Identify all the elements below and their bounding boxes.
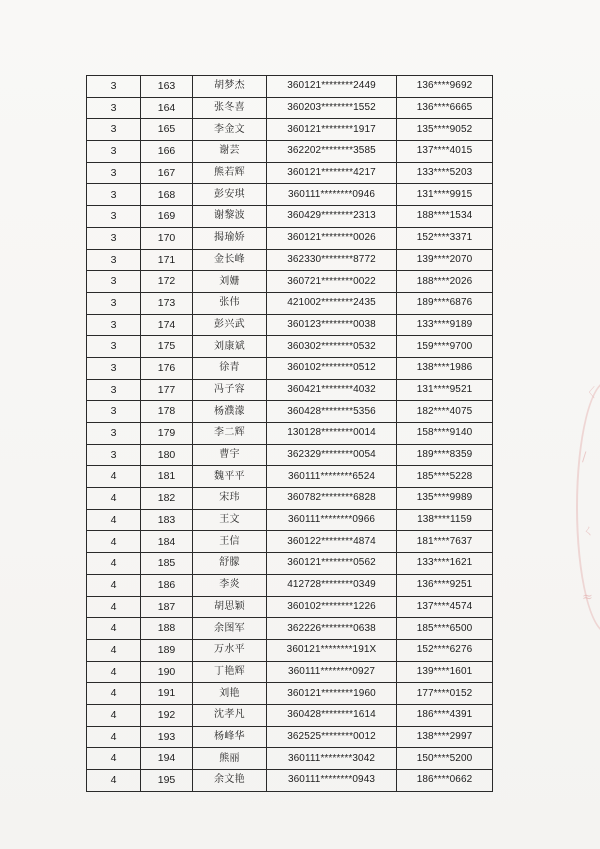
cell-name: 彭兴武 <box>193 314 267 336</box>
cell-id-number: 360123********0038 <box>267 314 397 336</box>
cell-name: 刘姗 <box>193 271 267 293</box>
cell-id-number: 130128********0014 <box>267 423 397 445</box>
cell-group: 3 <box>87 357 141 379</box>
table-row <box>87 76 493 98</box>
cell-id-number: 362330********8772 <box>267 249 397 271</box>
cell-group: 4 <box>87 726 141 748</box>
table-row <box>87 292 493 314</box>
cell-number: 195 <box>141 770 193 792</box>
cell-number: 187 <box>141 596 193 618</box>
cell-group: 3 <box>87 401 141 423</box>
cell-phone: 158****9140 <box>397 423 493 445</box>
cell-group: 4 <box>87 683 141 705</box>
cell-name: 熊若辉 <box>193 162 267 184</box>
cell-group: 3 <box>87 119 141 141</box>
table-row <box>87 704 493 726</box>
cell-name: 杨峰华 <box>193 726 267 748</box>
table-row <box>87 748 493 770</box>
table-row <box>87 162 493 184</box>
cell-name: 沈孝凡 <box>193 704 267 726</box>
cell-name: 李炎 <box>193 574 267 596</box>
cell-group: 3 <box>87 249 141 271</box>
cell-name: 王文 <box>193 509 267 531</box>
table-row <box>87 444 493 466</box>
cell-name: 宋玮 <box>193 488 267 510</box>
cell-phone: 133****5203 <box>397 162 493 184</box>
table-row <box>87 357 493 379</box>
cell-group: 4 <box>87 509 141 531</box>
table-row <box>87 227 493 249</box>
cell-id-number: 360203********1552 <box>267 97 397 119</box>
cell-id-number: 360102********0512 <box>267 357 397 379</box>
cell-group: 3 <box>87 314 141 336</box>
cell-id-number: 360428********1614 <box>267 704 397 726</box>
table-row <box>87 618 493 640</box>
cell-name: 万水平 <box>193 639 267 661</box>
cell-name: 张伟 <box>193 292 267 314</box>
official-seal-fragment <box>578 380 600 630</box>
cell-group: 3 <box>87 76 141 98</box>
cell-group: 4 <box>87 531 141 553</box>
cell-number: 164 <box>141 97 193 119</box>
table-row <box>87 271 493 293</box>
cell-number: 191 <box>141 683 193 705</box>
cell-number: 170 <box>141 227 193 249</box>
cell-name: 舒朦 <box>193 553 267 575</box>
cell-group: 3 <box>87 271 141 293</box>
cell-group: 3 <box>87 162 141 184</box>
cell-phone: 177****0152 <box>397 683 493 705</box>
table-row <box>87 379 493 401</box>
cell-id-number: 412728********0349 <box>267 574 397 596</box>
cell-id-number: 360111********0946 <box>267 184 397 206</box>
table-row <box>87 141 493 163</box>
cell-group: 3 <box>87 184 141 206</box>
cell-id-number: 360111********3042 <box>267 748 397 770</box>
cell-group: 3 <box>87 141 141 163</box>
cell-phone: 138****1159 <box>397 509 493 531</box>
cell-group: 4 <box>87 748 141 770</box>
cell-phone: 150****5200 <box>397 748 493 770</box>
cell-name: 彭安琪 <box>193 184 267 206</box>
cell-number: 178 <box>141 401 193 423</box>
cell-phone: 137****4015 <box>397 141 493 163</box>
cell-phone: 133****9189 <box>397 314 493 336</box>
table-row <box>87 336 493 358</box>
cell-group: 4 <box>87 596 141 618</box>
cell-name: 魏平平 <box>193 466 267 488</box>
table-row <box>87 423 493 445</box>
table-row <box>87 531 493 553</box>
cell-phone: 136****6665 <box>397 97 493 119</box>
seal-mark: ㄑ <box>582 524 596 539</box>
table-row <box>87 726 493 748</box>
table-row <box>87 596 493 618</box>
cell-phone: 186****4391 <box>397 704 493 726</box>
cell-number: 169 <box>141 206 193 228</box>
cell-number: 180 <box>141 444 193 466</box>
cell-name: 余文艳 <box>193 770 267 792</box>
table-row <box>87 661 493 683</box>
table-row <box>87 574 493 596</box>
cell-phone: 181****7637 <box>397 531 493 553</box>
cell-number: 194 <box>141 748 193 770</box>
cell-group: 4 <box>87 466 141 488</box>
cell-id-number: 360429********2313 <box>267 206 397 228</box>
cell-phone: 152****6276 <box>397 639 493 661</box>
table-row <box>87 509 493 531</box>
cell-id-number: 360121********2449 <box>267 76 397 98</box>
cell-id-number: 360111********0966 <box>267 509 397 531</box>
table-row <box>87 206 493 228</box>
table-row <box>87 639 493 661</box>
cell-number: 165 <box>141 119 193 141</box>
cell-phone: 189****8359 <box>397 444 493 466</box>
cell-group: 3 <box>87 336 141 358</box>
cell-name: 王信 <box>193 531 267 553</box>
cell-id-number: 360122********4874 <box>267 531 397 553</box>
cell-name: 张冬喜 <box>193 97 267 119</box>
cell-id-number: 360428********5356 <box>267 401 397 423</box>
table-row <box>87 401 493 423</box>
cell-id-number: 360121********1960 <box>267 683 397 705</box>
seal-mark: ≈ <box>582 590 593 605</box>
cell-id-number: 360121********1917 <box>267 119 397 141</box>
cell-name: 余图军 <box>193 618 267 640</box>
cell-group: 3 <box>87 206 141 228</box>
cell-number: 163 <box>141 76 193 98</box>
cell-id-number: 360121********191X <box>267 639 397 661</box>
cell-number: 193 <box>141 726 193 748</box>
cell-number: 168 <box>141 184 193 206</box>
cell-group: 4 <box>87 553 141 575</box>
cell-id-number: 360111********0927 <box>267 661 397 683</box>
cell-name: 丁艳辉 <box>193 661 267 683</box>
cell-phone: 185****6500 <box>397 618 493 640</box>
table-row <box>87 488 493 510</box>
roster-body <box>87 76 493 792</box>
cell-number: 179 <box>141 423 193 445</box>
cell-group: 3 <box>87 444 141 466</box>
cell-number: 188 <box>141 618 193 640</box>
cell-phone: 182****4075 <box>397 401 493 423</box>
cell-number: 186 <box>141 574 193 596</box>
cell-id-number: 421002********2435 <box>267 292 397 314</box>
cell-number: 189 <box>141 639 193 661</box>
cell-group: 4 <box>87 574 141 596</box>
cell-name: 冯子容 <box>193 379 267 401</box>
cell-number: 177 <box>141 379 193 401</box>
cell-id-number: 360302********0532 <box>267 336 397 358</box>
roster-table <box>86 75 493 792</box>
cell-number: 182 <box>141 488 193 510</box>
cell-id-number: 360121********4217 <box>267 162 397 184</box>
seal-mark: 〈 <box>582 386 596 401</box>
table-row <box>87 184 493 206</box>
cell-group: 4 <box>87 618 141 640</box>
cell-id-number: 360121********0026 <box>267 227 397 249</box>
cell-group: 4 <box>87 488 141 510</box>
cell-number: 190 <box>141 661 193 683</box>
cell-number: 166 <box>141 141 193 163</box>
cell-phone: 138****2997 <box>397 726 493 748</box>
cell-id-number: 360721********0022 <box>267 271 397 293</box>
cell-number: 167 <box>141 162 193 184</box>
cell-name: 曹宇 <box>193 444 267 466</box>
cell-id-number: 360111********6524 <box>267 466 397 488</box>
cell-phone: 159****9700 <box>397 336 493 358</box>
seal-mark: ∕ <box>582 450 587 465</box>
cell-phone: 136****9692 <box>397 76 493 98</box>
cell-id-number: 360102********1226 <box>267 596 397 618</box>
cell-group: 3 <box>87 97 141 119</box>
cell-name: 胡思颖 <box>193 596 267 618</box>
table-row <box>87 553 493 575</box>
cell-name: 胡梦杰 <box>193 76 267 98</box>
cell-name: 李金文 <box>193 119 267 141</box>
cell-number: 171 <box>141 249 193 271</box>
cell-name: 徐青 <box>193 357 267 379</box>
cell-phone: 136****9251 <box>397 574 493 596</box>
cell-name: 李二辉 <box>193 423 267 445</box>
table-row <box>87 770 493 792</box>
cell-phone: 135****9989 <box>397 488 493 510</box>
cell-phone: 135****9052 <box>397 119 493 141</box>
cell-phone: 139****2070 <box>397 249 493 271</box>
cell-id-number: 360782********6828 <box>267 488 397 510</box>
cell-name: 揭瑜娇 <box>193 227 267 249</box>
cell-number: 172 <box>141 271 193 293</box>
table-row <box>87 119 493 141</box>
cell-number: 184 <box>141 531 193 553</box>
cell-name: 金长峰 <box>193 249 267 271</box>
cell-id-number: 360421********4032 <box>267 379 397 401</box>
table-row <box>87 97 493 119</box>
cell-number: 176 <box>141 357 193 379</box>
cell-group: 4 <box>87 639 141 661</box>
cell-group: 4 <box>87 704 141 726</box>
cell-group: 3 <box>87 423 141 445</box>
cell-name: 杨濮濛 <box>193 401 267 423</box>
cell-phone: 152****3371 <box>397 227 493 249</box>
cell-id-number: 360121********0562 <box>267 553 397 575</box>
cell-id-number: 362525********0012 <box>267 726 397 748</box>
cell-phone: 139****1601 <box>397 661 493 683</box>
cell-id-number: 360111********0943 <box>267 770 397 792</box>
table-row <box>87 683 493 705</box>
cell-number: 174 <box>141 314 193 336</box>
cell-group: 3 <box>87 292 141 314</box>
cell-number: 192 <box>141 704 193 726</box>
cell-phone: 189****6876 <box>397 292 493 314</box>
cell-number: 183 <box>141 509 193 531</box>
cell-id-number: 362226********0638 <box>267 618 397 640</box>
cell-phone: 188****2026 <box>397 271 493 293</box>
cell-name: 刘艳 <box>193 683 267 705</box>
cell-phone: 137****4574 <box>397 596 493 618</box>
cell-name: 谢黎波 <box>193 206 267 228</box>
cell-id-number: 362329********0054 <box>267 444 397 466</box>
cell-group: 3 <box>87 379 141 401</box>
cell-number: 173 <box>141 292 193 314</box>
cell-number: 185 <box>141 553 193 575</box>
cell-number: 181 <box>141 466 193 488</box>
table-row <box>87 249 493 271</box>
table-row <box>87 314 493 336</box>
cell-phone: 131****9915 <box>397 184 493 206</box>
cell-phone: 131****9521 <box>397 379 493 401</box>
cell-phone: 188****1534 <box>397 206 493 228</box>
cell-phone: 138****1986 <box>397 357 493 379</box>
table-row <box>87 466 493 488</box>
cell-group: 3 <box>87 227 141 249</box>
cell-group: 4 <box>87 770 141 792</box>
cell-phone: 186****0662 <box>397 770 493 792</box>
cell-number: 175 <box>141 336 193 358</box>
cell-phone: 185****5228 <box>397 466 493 488</box>
cell-id-number: 362202********3585 <box>267 141 397 163</box>
cell-phone: 133****1621 <box>397 553 493 575</box>
cell-group: 4 <box>87 661 141 683</box>
cell-name: 刘康斌 <box>193 336 267 358</box>
cell-name: 熊丽 <box>193 748 267 770</box>
cell-name: 谢芸 <box>193 141 267 163</box>
